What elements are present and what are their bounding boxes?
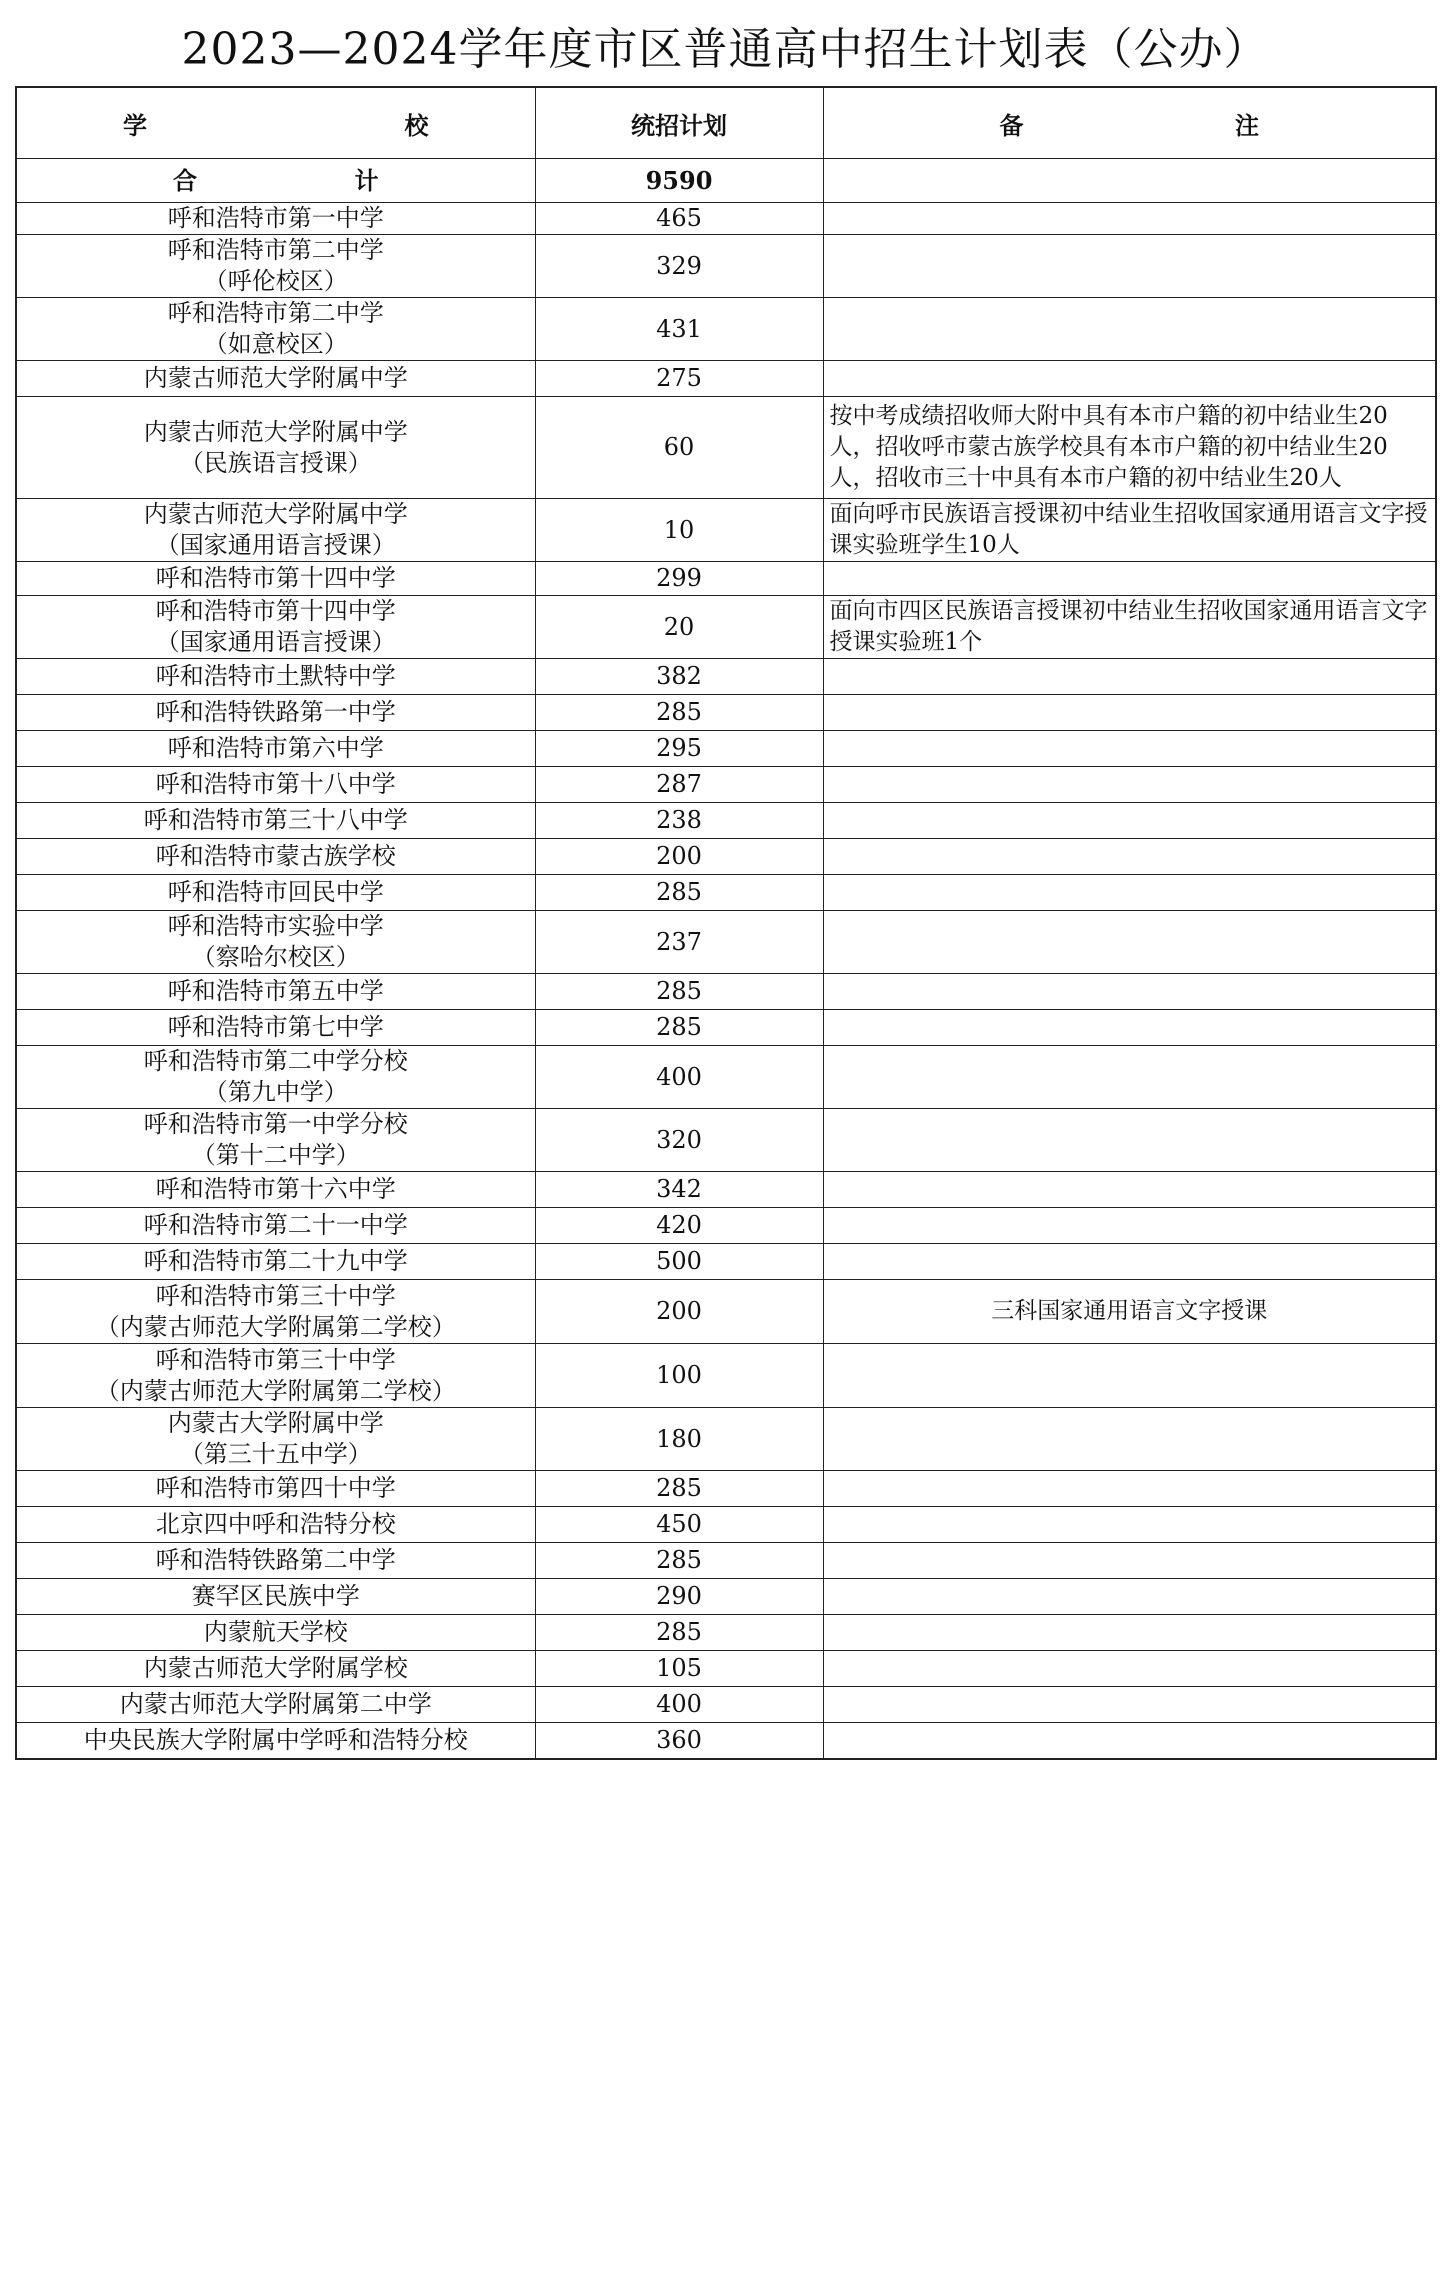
table-row — [16, 499, 1436, 562]
school-campus: （国家通用语言授课） — [155, 628, 396, 656]
plan-cell: 287 — [535, 767, 823, 803]
school-name-cell — [16, 1507, 535, 1543]
school-name: 中央民族大学附属中学呼和浩特分校 — [83, 1725, 468, 1754]
school-name: 内蒙古大学附属中学 — [167, 1409, 384, 1437]
school-campus: （察哈尔校区） — [191, 943, 360, 971]
school-name: 呼和浩特市第三十中学 — [155, 1345, 396, 1374]
plan-cell: 60 — [535, 397, 823, 499]
table-row — [16, 659, 1436, 695]
note-cell — [823, 1208, 1436, 1244]
school-name: 北京四中呼和浩特分校 — [155, 1510, 396, 1538]
note-cell — [823, 1651, 1436, 1687]
school-campus: （第十二中学） — [191, 1141, 360, 1169]
school-name: 呼和浩特市第六中学 — [167, 734, 384, 762]
school-name-cell — [16, 1543, 535, 1579]
plan-cell: 20 — [535, 596, 823, 659]
note-cell — [823, 1615, 1436, 1651]
note-cell — [823, 203, 1436, 235]
plan-cell: 10 — [535, 499, 823, 562]
school-name: 呼和浩特市第十四中学 — [155, 564, 396, 592]
school-name: 呼和浩特市第三十中学 — [155, 1281, 396, 1310]
note-cell: 按中考成绩招收师大附中具有本市户籍的初中结业生20人，招收呼市蒙古族学校具有本市户籍的初中结业生20人，招收市三十中具有本市户籍的初中结业生20人 — [823, 397, 1436, 499]
table-row — [16, 1046, 1436, 1109]
school-name-cell — [16, 1651, 535, 1687]
plan-cell: 450 — [535, 1507, 823, 1543]
table-row — [16, 397, 1436, 499]
note-cell — [823, 1244, 1436, 1280]
plan-cell: 290 — [535, 1579, 823, 1615]
school-name-cell — [16, 1723, 535, 1759]
school-name-cell — [16, 1280, 535, 1344]
table-row — [16, 839, 1436, 875]
note-cell — [823, 875, 1436, 911]
plan-cell: 420 — [535, 1208, 823, 1244]
school-name-cell — [16, 695, 535, 731]
note-cell: 面向市四区民族语言授课初中结业生招收国家通用语言文字授课实验班1个 — [823, 596, 1436, 659]
plan-cell: 285 — [535, 974, 823, 1010]
school-name: 呼和浩特市第二十九中学 — [143, 1247, 408, 1275]
table-row — [16, 1344, 1436, 1408]
plan-cell: 180 — [535, 1408, 823, 1471]
school-name-cell — [16, 1208, 535, 1244]
table-row — [16, 562, 1436, 596]
school-name-cell — [16, 298, 535, 361]
school-name: 呼和浩特市第四十中学 — [155, 1474, 396, 1502]
plan-cell: 285 — [535, 875, 823, 911]
school-name-cell — [16, 911, 535, 974]
note-cell — [823, 731, 1436, 767]
school-name-cell — [16, 1408, 535, 1471]
school-name: 内蒙航天学校 — [203, 1618, 348, 1646]
school-name-cell — [16, 1172, 535, 1208]
plan-cell: 400 — [535, 1687, 823, 1723]
table-row — [16, 875, 1436, 911]
table-row — [16, 235, 1436, 298]
school-campus: （第九中学） — [203, 1078, 348, 1106]
school-name-cell — [16, 731, 535, 767]
table-row — [16, 1408, 1436, 1471]
school-name-cell — [16, 1344, 535, 1408]
plan-cell: 275 — [535, 361, 823, 397]
table-row — [16, 1109, 1436, 1172]
plan-cell: 105 — [535, 1651, 823, 1687]
school-campus: （第三十五中学） — [179, 1440, 372, 1468]
total-label: 合 计 — [16, 159, 535, 203]
school-name-cell — [16, 235, 535, 298]
total-row — [16, 159, 1436, 203]
note-cell — [823, 974, 1436, 1010]
school-name-cell — [16, 1687, 535, 1723]
enrollment-table — [15, 86, 1437, 1760]
note-cell — [823, 911, 1436, 974]
table-row — [16, 1579, 1436, 1615]
school-campus: （如意校区） — [203, 330, 348, 358]
plan-cell: 238 — [535, 803, 823, 839]
note-cell — [823, 235, 1436, 298]
plan-cell: 465 — [535, 203, 823, 235]
school-campus: （内蒙古师范大学附属第二学校） — [95, 1312, 456, 1341]
table-row — [16, 695, 1436, 731]
note-cell — [823, 659, 1436, 695]
school-name-cell — [16, 659, 535, 695]
school-name-cell — [16, 562, 535, 596]
school-campus: （国家通用语言授课） — [155, 531, 396, 559]
school-name: 内蒙古师范大学附属中学 — [143, 364, 408, 392]
school-name: 呼和浩特市第一中学分校 — [143, 1110, 408, 1138]
header-school: 学 校 — [16, 87, 535, 159]
school-name: 呼和浩特市第二中学 — [167, 299, 384, 327]
total-value: 9590 — [535, 159, 823, 203]
table-row — [16, 911, 1436, 974]
school-name-cell — [16, 1109, 535, 1172]
school-name: 呼和浩特市第三十八中学 — [143, 806, 408, 834]
table-row — [16, 1615, 1436, 1651]
note-cell — [823, 1579, 1436, 1615]
school-name: 内蒙古师范大学附属中学 — [143, 417, 408, 446]
plan-cell: 431 — [535, 298, 823, 361]
table-row — [16, 1651, 1436, 1687]
plan-cell: 360 — [535, 1723, 823, 1759]
table-row — [16, 1280, 1436, 1344]
school-name-cell — [16, 974, 535, 1010]
header-plan: 统招计划 — [535, 87, 823, 159]
school-campus: （呼伦校区） — [203, 267, 348, 295]
note-cell — [823, 839, 1436, 875]
plan-cell: 295 — [535, 731, 823, 767]
header-note: 备 注 — [823, 87, 1436, 159]
school-name: 内蒙古师范大学附属学校 — [143, 1654, 408, 1682]
note-cell: 面向呼市民族语言授课初中结业生招收国家通用语言文字授课实验班学生10人 — [823, 499, 1436, 562]
table-row — [16, 803, 1436, 839]
table-row — [16, 1543, 1436, 1579]
table-row — [16, 1723, 1436, 1759]
page — [15, 4, 1435, 1760]
plan-cell: 100 — [535, 1344, 823, 1408]
note-cell — [823, 361, 1436, 397]
school-name: 呼和浩特市第十六中学 — [155, 1175, 396, 1203]
school-campus: （民族语言授课） — [179, 448, 372, 477]
plan-cell: 382 — [535, 659, 823, 695]
school-name-cell — [16, 361, 535, 397]
note-cell — [823, 1507, 1436, 1543]
page-title: 2023—2024学年度市区普通高中招生计划表（公办） — [181, 24, 1269, 75]
note-cell — [823, 1543, 1436, 1579]
note-cell — [823, 1408, 1436, 1471]
note-cell — [823, 1471, 1436, 1507]
school-name: 呼和浩特市第七中学 — [167, 1013, 384, 1041]
total-note — [823, 159, 1436, 203]
table-row — [16, 1687, 1436, 1723]
note-cell — [823, 1687, 1436, 1723]
plan-cell: 285 — [535, 1615, 823, 1651]
plan-cell: 200 — [535, 1280, 823, 1344]
school-name: 呼和浩特市第二中学分校 — [143, 1047, 408, 1075]
note-cell — [823, 1109, 1436, 1172]
table-row — [16, 731, 1436, 767]
school-name: 呼和浩特市第十八中学 — [155, 770, 396, 798]
school-name-cell — [16, 875, 535, 911]
table-row — [16, 1244, 1436, 1280]
school-name: 呼和浩特市第五中学 — [167, 977, 384, 1005]
school-name-cell — [16, 397, 535, 499]
plan-cell: 299 — [535, 562, 823, 596]
note-cell — [823, 695, 1436, 731]
school-name-cell — [16, 1615, 535, 1651]
school-name: 呼和浩特铁路第一中学 — [155, 698, 396, 726]
table-row — [16, 203, 1436, 235]
note-cell — [823, 562, 1436, 596]
school-name: 呼和浩特市第二中学 — [167, 236, 384, 264]
school-name: 呼和浩特市第十四中学 — [155, 597, 396, 625]
note-cell — [823, 1344, 1436, 1408]
table-row — [16, 1471, 1436, 1507]
plan-cell: 285 — [535, 1010, 823, 1046]
table-row — [16, 1507, 1436, 1543]
school-name: 呼和浩特市蒙古族学校 — [155, 842, 396, 870]
school-name-cell — [16, 803, 535, 839]
school-name: 呼和浩特市土默特中学 — [155, 662, 396, 690]
school-name-cell — [16, 1471, 535, 1507]
school-name: 呼和浩特铁路第二中学 — [155, 1546, 396, 1574]
plan-cell: 200 — [535, 839, 823, 875]
header-row — [16, 87, 1436, 159]
plan-cell: 237 — [535, 911, 823, 974]
school-name-cell — [16, 499, 535, 562]
note-cell — [823, 1723, 1436, 1759]
school-name-cell — [16, 203, 535, 235]
note-cell: 三科国家通用语言文字授课 — [823, 1280, 1436, 1344]
school-name-cell — [16, 1244, 535, 1280]
school-name-cell — [16, 1579, 535, 1615]
table-body — [16, 159, 1436, 1759]
table-row — [16, 596, 1436, 659]
school-name: 呼和浩特市实验中学 — [167, 912, 384, 940]
school-name-cell — [16, 596, 535, 659]
plan-cell: 400 — [535, 1046, 823, 1109]
school-name-cell — [16, 1046, 535, 1109]
table-row — [16, 1010, 1436, 1046]
plan-cell: 285 — [535, 695, 823, 731]
table-row — [16, 298, 1436, 361]
school-name: 赛罕区民族中学 — [191, 1582, 360, 1610]
note-cell — [823, 767, 1436, 803]
note-cell — [823, 1010, 1436, 1046]
table-row — [16, 1172, 1436, 1208]
table-row — [16, 767, 1436, 803]
plan-cell: 320 — [535, 1109, 823, 1172]
table-row — [16, 361, 1436, 397]
school-name: 呼和浩特市第一中学 — [167, 204, 384, 232]
plan-cell: 342 — [535, 1172, 823, 1208]
school-name: 内蒙古师范大学附属中学 — [143, 500, 408, 528]
school-name-cell — [16, 839, 535, 875]
note-cell — [823, 1046, 1436, 1109]
note-cell — [823, 298, 1436, 361]
plan-cell: 285 — [535, 1471, 823, 1507]
note-cell — [823, 803, 1436, 839]
table-row — [16, 1208, 1436, 1244]
school-campus: （内蒙古师范大学附属第二学校） — [95, 1376, 456, 1405]
plan-cell: 329 — [535, 235, 823, 298]
note-cell — [823, 1172, 1436, 1208]
table-row — [16, 974, 1436, 1010]
school-name-cell — [16, 767, 535, 803]
plan-cell: 285 — [535, 1543, 823, 1579]
school-name-cell — [16, 1010, 535, 1046]
school-name: 呼和浩特市第二十一中学 — [143, 1211, 408, 1239]
school-name: 呼和浩特市回民中学 — [167, 878, 384, 906]
school-name: 内蒙古师范大学附属第二中学 — [119, 1690, 432, 1718]
plan-cell: 500 — [535, 1244, 823, 1280]
